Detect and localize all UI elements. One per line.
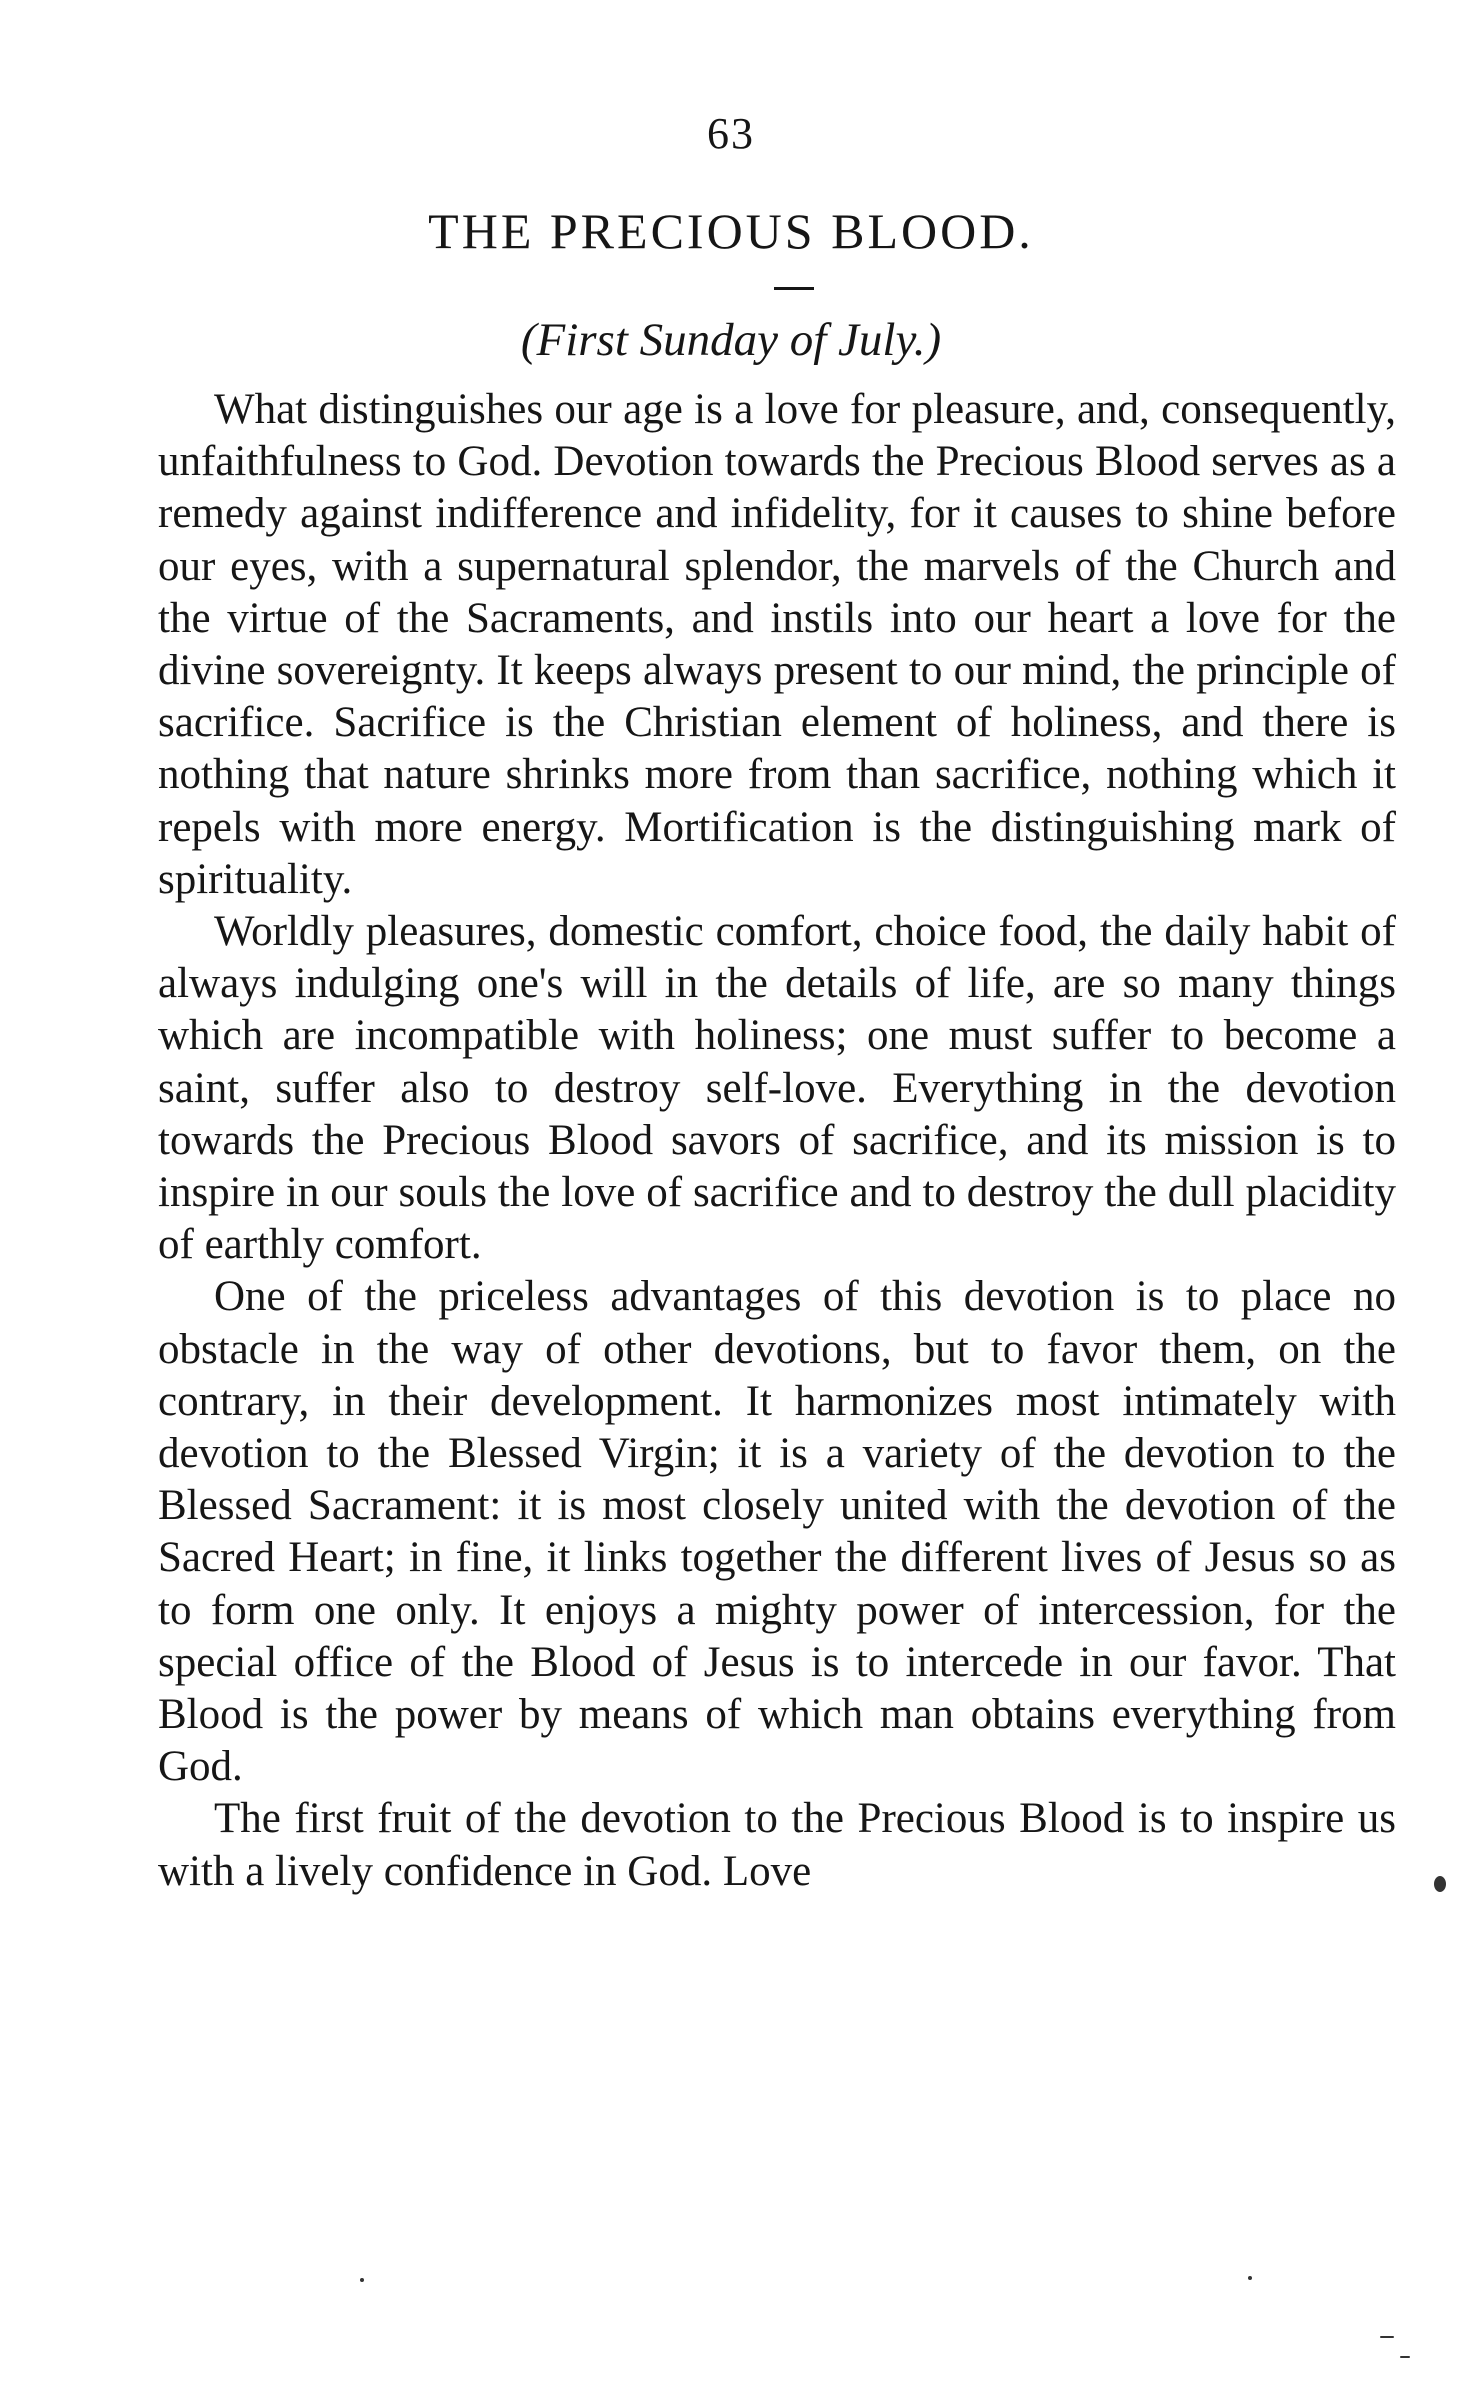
chapter-subtitle: (First Sunday of July.) (520, 314, 942, 366)
scan-speck (1400, 2356, 1410, 2358)
scan-speck (1248, 2276, 1252, 2280)
paragraph: What distinguishes our age is a love for pleasure, and, consequently, unfaithfulness to God. Devotion towards the Precious Blood serves as a remedy against indifference and infidelity, for it causes to shine before our eyes, with a supernatural splendor, the marvels of the Church and the virtue of the Sacraments, and instils into our heart a love for the divine sovereignty. It keeps always present to our mind, the principle of sacrifice. Sacrifice is the Christian element of holiness, and there is nothing that nature shrinks more from than sacrifice, nothing which it repels with more energy. Mortification is the distinguishing mark of spirituality. (158, 386, 1396, 903)
paragraph: The first fruit of the devotion to the Precious Blood is to inspire us with a lively confidence in God. Love (158, 1795, 1396, 1895)
chapter-title: THE PRECIOUS BLOOD. (428, 203, 1034, 259)
body-text (158, 384, 1396, 1898)
paragraph: Worldly pleasures, domestic comfort, choice food, the daily habit of always indulging one's will in the details of life, are so many things which are incompatible with holiness; one must suffer to become a saint, suffer also to destroy self-love. Everything in the devotion towards the Precious Blood savors of sacrifice, and its mission is to inspire in our souls the love of sacrifice and to destroy the dull placidity of earthly comfort. (158, 908, 1396, 1269)
paragraph: One of the priceless advantages of this devotion is to place no obstacle in the way of other devotions, but to favor them, on the contrary, in their development. It harmonizes most intimately with devotion to the Blessed Virgin; it is a variety of the devotion to the Blessed Sacrament: it is most closely united with the devotion of the Sacred Heart; in fine, it links together the different lives of Jesus so as to form one only. It enjoys a mighty power of intercession, for the special office of the Blood of Jesus is to intercede in our favor. That Blood is the power by means of which man obtains everything from God. (158, 1273, 1396, 1791)
scan-speck (1434, 1876, 1446, 1892)
scan-speck (1380, 2336, 1394, 2338)
page-number: 63 (707, 109, 755, 158)
scan-speck (360, 2278, 364, 2282)
title-rule (774, 287, 814, 290)
